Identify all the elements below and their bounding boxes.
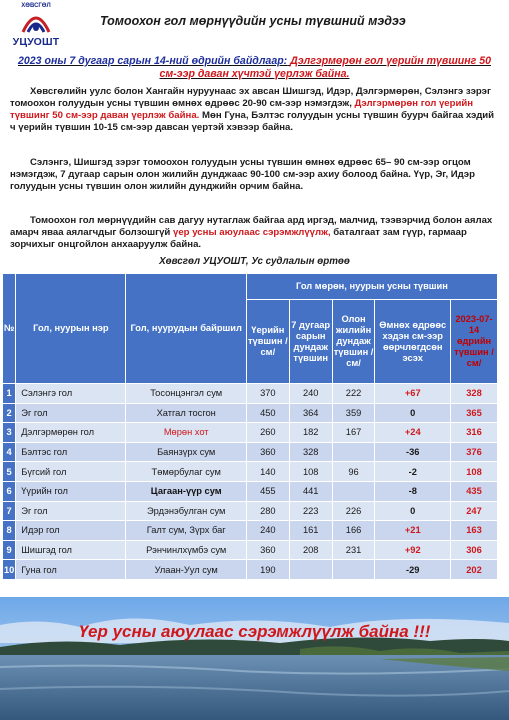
header-station: Гол, нуурудын байршил bbox=[126, 274, 246, 384]
flood-level-cell: 260 bbox=[246, 423, 289, 443]
header-group: Гол мөрөн, нуурын усны түвшин bbox=[246, 274, 497, 300]
table-row bbox=[3, 403, 498, 423]
july-average-cell: 108 bbox=[289, 462, 332, 482]
daily-change-cell: -29 bbox=[375, 560, 451, 580]
current-level-cell: 365 bbox=[451, 403, 498, 423]
river-name-cell: Бүгсий гол bbox=[16, 462, 126, 482]
table-row bbox=[3, 442, 498, 462]
july-average-cell: 364 bbox=[289, 403, 332, 423]
daily-change-cell: 0 bbox=[375, 403, 451, 423]
station-cell: Цагаан-үүр сум bbox=[126, 481, 246, 501]
flood-level-cell: 190 bbox=[246, 560, 289, 580]
daily-change-cell: +67 bbox=[375, 384, 451, 404]
multiyear-average-cell: 96 bbox=[332, 462, 375, 482]
daily-change-cell: -2 bbox=[375, 462, 451, 482]
river-name-cell: Бэлтэс гол bbox=[16, 442, 126, 462]
table-row bbox=[3, 521, 498, 541]
station-cell: Тосонцэнгэл сум bbox=[126, 384, 246, 404]
multiyear-average-cell: 166 bbox=[332, 521, 375, 541]
page-header bbox=[0, 0, 509, 52]
table-body bbox=[3, 384, 498, 580]
row-number: 9 bbox=[3, 540, 16, 560]
current-level-cell: 376 bbox=[451, 442, 498, 462]
river-landscape-image bbox=[0, 597, 509, 720]
paragraph-1-text-b: Мөн Гуна, Бэлтэс голуудын усны түвшин буурч байгаа хэдий ч үерийн түвшин 10-15 см-ээр давсан үертэй хэвээр байна. bbox=[10, 110, 495, 134]
river-name-cell: Дэлгэрмөрөн гол bbox=[16, 423, 126, 443]
july-average-cell: 240 bbox=[289, 384, 332, 404]
station-cell: Эрдэнэбулган сум bbox=[126, 501, 246, 521]
header-river-name: Гол, нуурын нэр bbox=[16, 274, 126, 384]
flood-level-cell: 455 bbox=[246, 481, 289, 501]
header-number: № bbox=[3, 274, 16, 384]
paragraph-1-text-a: Хөвсгөлийн уулс болон Хангайн нуруунаас эх авсан Шишгэд, Идэр, Дэлгэрмөрөн, Сэлэнгэ зэрэг томоохон голуудын усны түвшин өмнөх өдрөөс 20-90 см-ээр нэмэгдэж, bbox=[10, 86, 491, 110]
row-number: 10 bbox=[3, 560, 16, 580]
current-level-cell: 247 bbox=[451, 501, 498, 521]
station-cell: Улаан-Уул сум bbox=[126, 560, 246, 580]
current-level-cell: 328 bbox=[451, 384, 498, 404]
lead-alert: Дэлгэрмөрөн гол үерийн түвшинг 50 см-ээр даван хүчтэй үерлэж байна. bbox=[159, 55, 491, 80]
current-level-cell: 163 bbox=[451, 521, 498, 541]
logo-top-text: ХӨВСГӨЛ bbox=[21, 3, 51, 9]
table-row bbox=[3, 462, 498, 482]
row-number: 4 bbox=[3, 442, 16, 462]
river-photo bbox=[0, 597, 509, 720]
current-level-cell: 435 bbox=[451, 481, 498, 501]
header-flood-level: Үерийн түвшин /см/ bbox=[246, 300, 289, 384]
water-level-table bbox=[2, 273, 498, 580]
station-cell: Мөрөн хот bbox=[126, 423, 246, 443]
daily-change-cell: -36 bbox=[375, 442, 451, 462]
july-average-cell: 441 bbox=[289, 481, 332, 501]
flood-level-cell: 370 bbox=[246, 384, 289, 404]
july-average-cell: 161 bbox=[289, 521, 332, 541]
paragraph-3 bbox=[10, 215, 500, 251]
july-average-cell bbox=[289, 560, 332, 580]
flood-level-cell: 450 bbox=[246, 403, 289, 423]
row-number: 8 bbox=[3, 521, 16, 541]
table-row bbox=[3, 481, 498, 501]
multiyear-average-cell bbox=[332, 560, 375, 580]
daily-change-cell: +21 bbox=[375, 521, 451, 541]
multiyear-average-cell: 222 bbox=[332, 384, 375, 404]
july-average-cell: 182 bbox=[289, 423, 332, 443]
row-number: 3 bbox=[3, 423, 16, 443]
station-cell: Рэнчинлхүмбэ сум bbox=[126, 540, 246, 560]
paragraph-1-alert: Дэлгэрмөрөн гол үерийн түвшинг 50 см-ээр даван үерлэж байна. bbox=[10, 98, 474, 122]
current-level-cell: 108 bbox=[451, 462, 498, 482]
july-average-cell: 328 bbox=[289, 442, 332, 462]
flood-level-cell: 360 bbox=[246, 540, 289, 560]
station-cell: Галт сум, Зүрх баг bbox=[126, 521, 246, 541]
multiyear-average-cell bbox=[332, 442, 375, 462]
header-july-average: 7 дугаар сарын дундаж түвшин bbox=[289, 300, 332, 384]
row-number: 1 bbox=[3, 384, 16, 404]
page-title: Томоохон гол мөрнүүдийн усны түвшний мэдээ bbox=[100, 14, 406, 28]
table-row bbox=[3, 540, 498, 560]
organization-logo bbox=[8, 3, 64, 49]
lead-date: 2023 оны 7 дугаар сарын 14-ний өдрийн байдлаар: bbox=[18, 55, 288, 67]
river-name-cell: Гуна гол bbox=[16, 560, 126, 580]
paragraph-3-alert: үер усны аюулаас сэрэмжлүүлж, bbox=[173, 227, 331, 239]
current-level-cell: 306 bbox=[451, 540, 498, 560]
daily-change-cell: +92 bbox=[375, 540, 451, 560]
paragraph-2 bbox=[10, 157, 500, 193]
header-current-level: 2023-07-14 өдрийн түвшин /см/ bbox=[451, 300, 498, 384]
logo-text: УЦУОШТ bbox=[12, 36, 60, 48]
multiyear-average-cell: 226 bbox=[332, 501, 375, 521]
river-name-cell: Эг гол bbox=[16, 501, 126, 521]
river-name-cell: Эг гол bbox=[16, 403, 126, 423]
daily-change-cell: -8 bbox=[375, 481, 451, 501]
multiyear-average-cell: 359 bbox=[332, 403, 375, 423]
current-level-cell: 202 bbox=[451, 560, 498, 580]
multiyear-average-cell: 167 bbox=[332, 423, 375, 443]
table-row bbox=[3, 384, 498, 404]
row-number: 5 bbox=[3, 462, 16, 482]
row-number: 7 bbox=[3, 501, 16, 521]
flood-level-cell: 280 bbox=[246, 501, 289, 521]
paragraph-1 bbox=[10, 86, 500, 134]
daily-change-cell: 0 bbox=[375, 501, 451, 521]
flood-level-cell: 240 bbox=[246, 521, 289, 541]
logo-emblem-icon bbox=[20, 10, 52, 36]
table-row bbox=[3, 501, 498, 521]
multiyear-average-cell: 231 bbox=[332, 540, 375, 560]
station-cell: Хатгал тосгон bbox=[126, 403, 246, 423]
paragraph-2-text: Сэлэнгэ, Шишгэд зэрэг томоохон голуудын усны түвшин өмнөх өдрөөс 65– 90 см-ээр огцом нэмэгдэж, 7 дугаар сарын олон жилийн дунджаас 90-100 см-ээр ахиу болоод байна. Үүр, Эг, Идэр голуудын усны түвшин олон жилийн дунджийн орчим байна. bbox=[10, 157, 475, 193]
current-level-cell: 316 bbox=[451, 423, 498, 443]
row-number: 6 bbox=[3, 481, 16, 501]
header-daily-change: Өмнөх өдрөөс хэдэн см-ээр өөрчлөгдсөн эсэх bbox=[375, 300, 451, 384]
multiyear-average-cell bbox=[332, 481, 375, 501]
daily-change-cell: +24 bbox=[375, 423, 451, 443]
paragraph-3-text-b: баталгаат зам гүүр, гармаар зорчихыг онцгойлон анхааруулж байна. bbox=[10, 227, 467, 251]
table-row bbox=[3, 423, 498, 443]
river-name-cell: Шишгэд гол bbox=[16, 540, 126, 560]
flood-level-cell: 360 bbox=[246, 442, 289, 462]
flood-warning-banner: Үер усны аюулаас сэрэмжлүүлж байна !!! bbox=[78, 622, 431, 641]
header-multiyear-average: Олон жилийн дундаж түвшин /см/ bbox=[332, 300, 375, 384]
river-name-cell: Үүрийн гол bbox=[16, 481, 126, 501]
paragraph-3-text-a: Томоохон гол мөрнүүдийн сав дагуу нутаглаж байгаа ард иргэд, малчид, тээвэрчид болон аялах амарч яваа аялагчдыг болзошгүй bbox=[10, 215, 493, 239]
table-source: Хөвсгөл УЦУОШТ, Ус судлалын өртөө bbox=[159, 256, 350, 267]
river-name-cell: Сэлэнгэ гол bbox=[16, 384, 126, 404]
river-name-cell: Идэр гол bbox=[16, 521, 126, 541]
row-number: 2 bbox=[3, 403, 16, 423]
station-cell: Төмөрбулаг сум bbox=[126, 462, 246, 482]
table-row bbox=[3, 560, 498, 580]
flood-level-cell: 140 bbox=[246, 462, 289, 482]
july-average-cell: 208 bbox=[289, 540, 332, 560]
lead-statement bbox=[10, 55, 499, 81]
station-cell: Баянзүрх сум bbox=[126, 442, 246, 462]
july-average-cell: 223 bbox=[289, 501, 332, 521]
